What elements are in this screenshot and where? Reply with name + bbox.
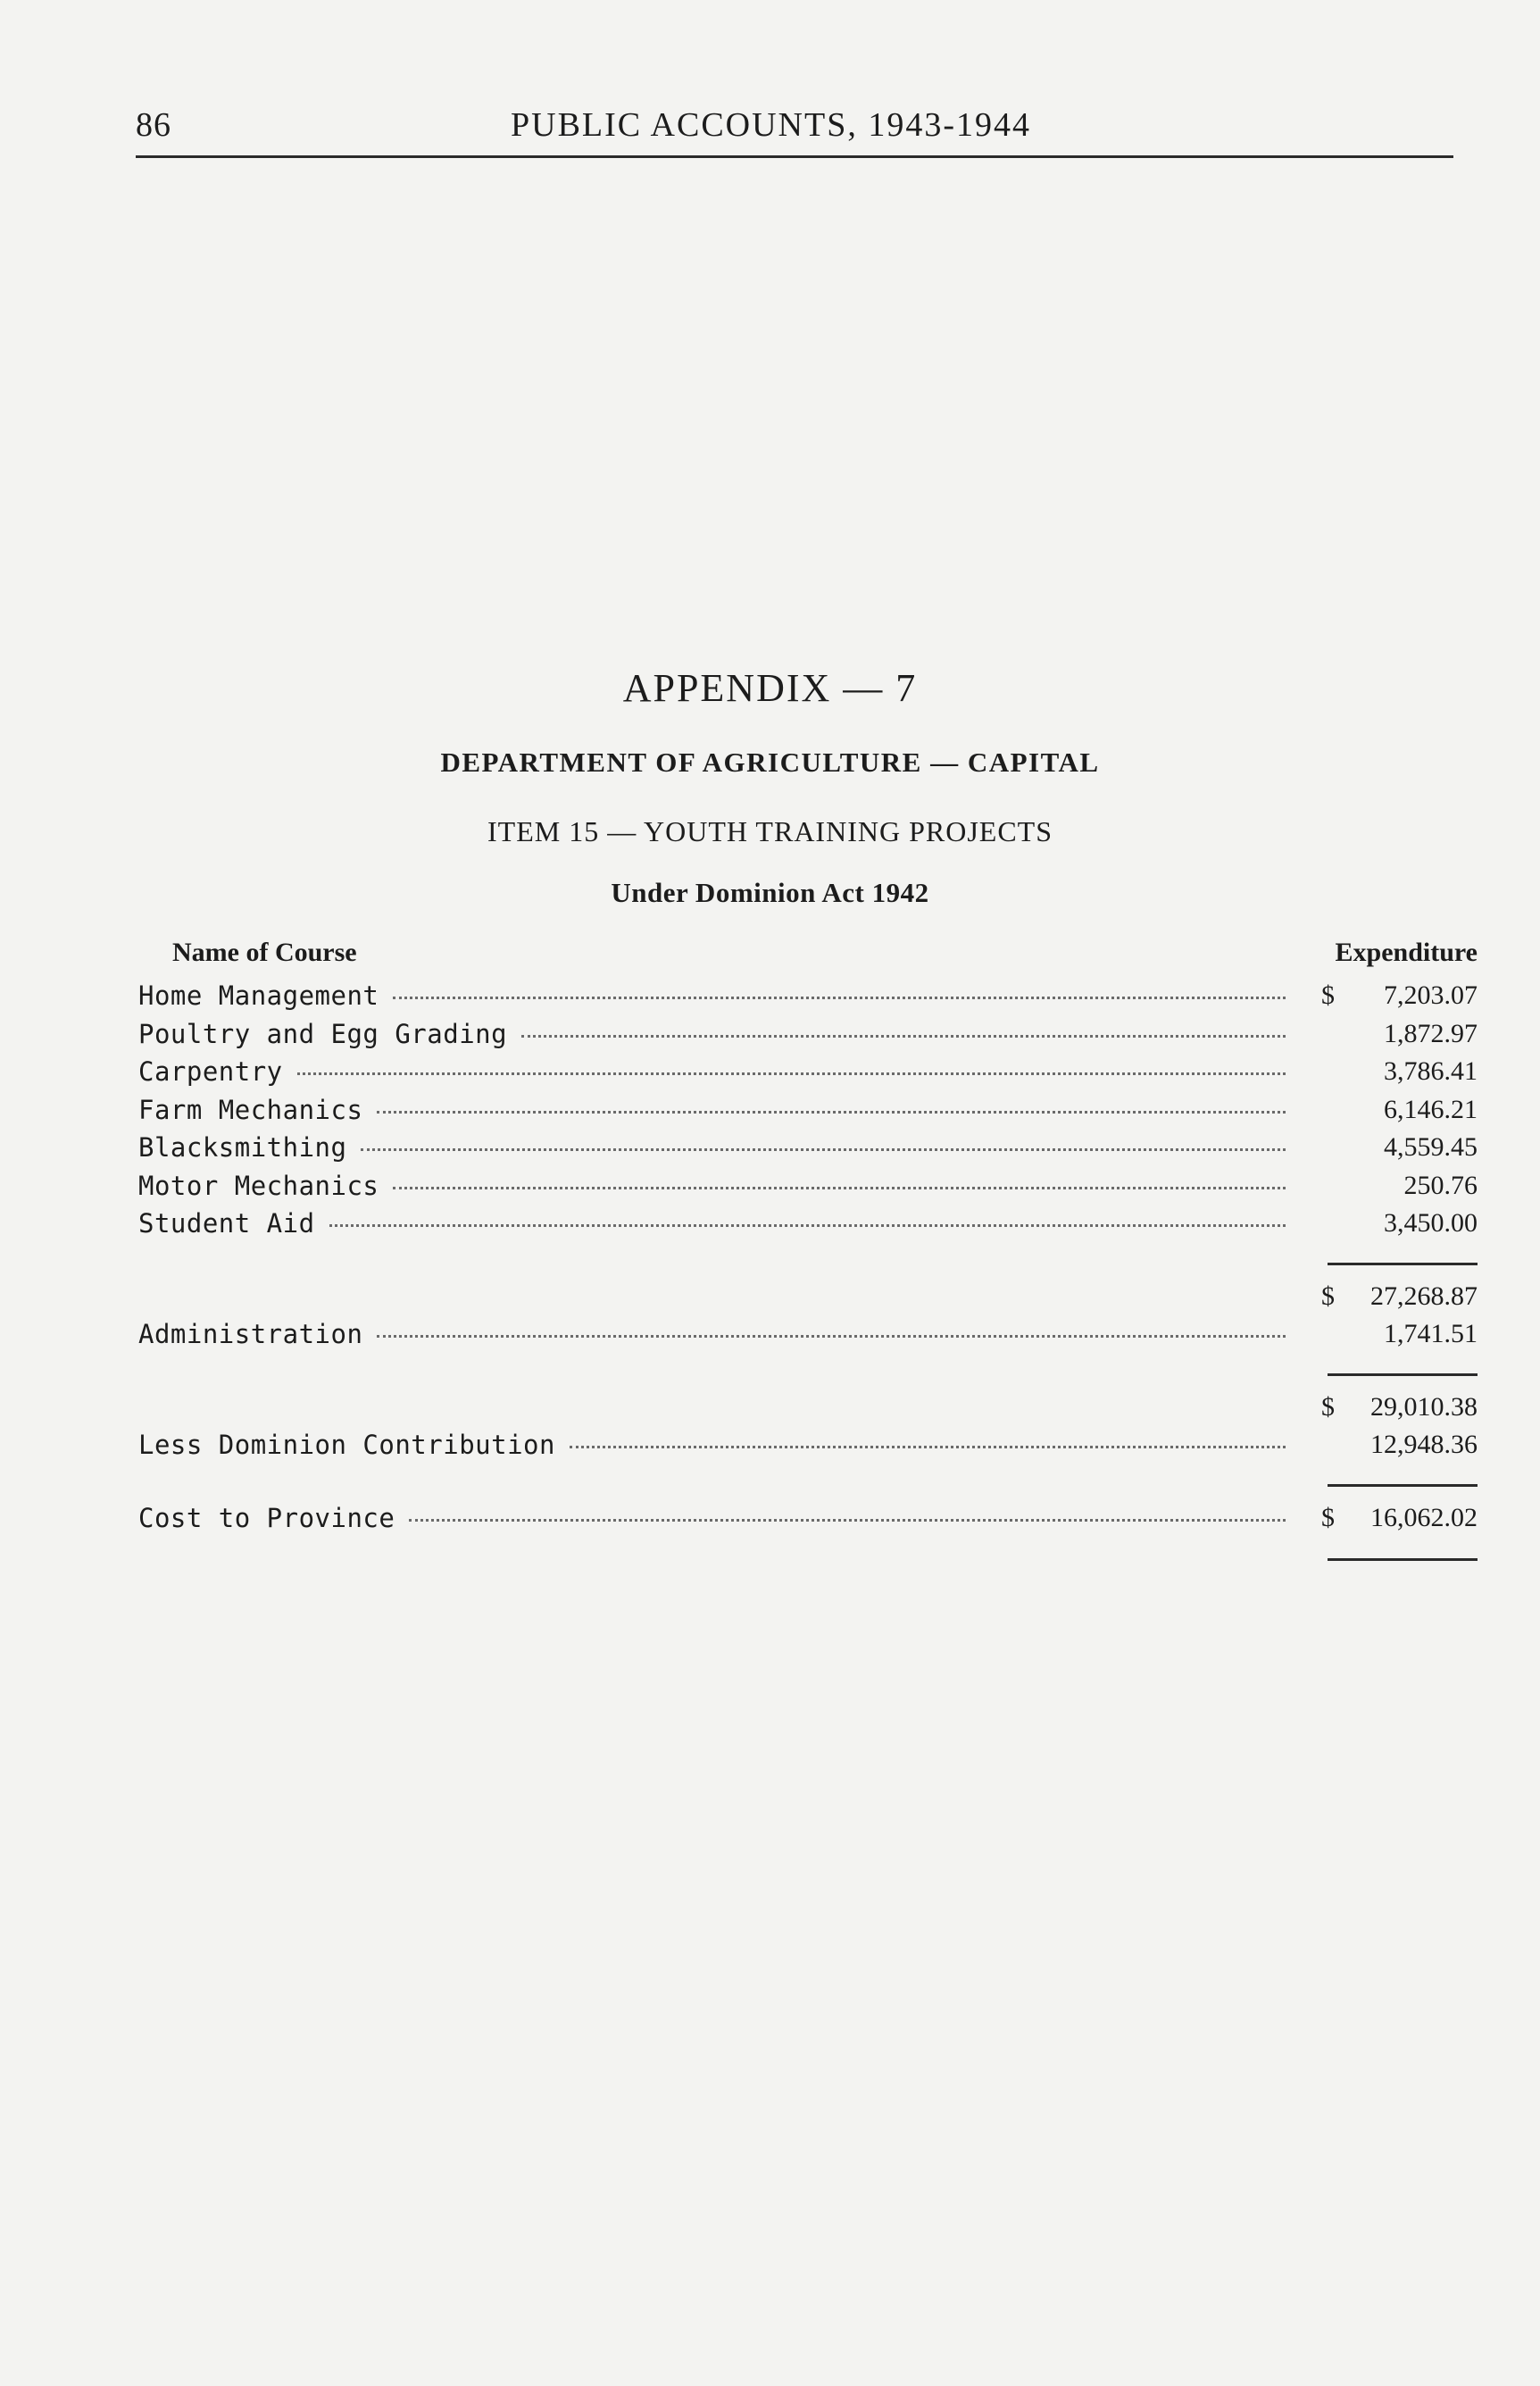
column-header-name: Name of Course [172, 938, 357, 967]
cost-to-province-row [138, 1503, 1478, 1541]
course-name: Motor Mechanics [138, 1170, 379, 1201]
department-title: DEPARTMENT OF AGRICULTURE — CAPITAL [440, 747, 1100, 778]
dollar-sign: $ [1321, 980, 1335, 1010]
course-name: Carpentry [138, 1056, 283, 1087]
cost-to-province-label: Cost to Province [138, 1502, 395, 1533]
subtotal-rule [1328, 1263, 1478, 1265]
spacer [138, 1468, 1478, 1484]
page-number: 86 [136, 106, 171, 144]
amount-value: 29,010.38 [1370, 1391, 1478, 1422]
column-header-expenditure: Expenditure [1335, 938, 1478, 967]
subtotal-rule [1328, 1373, 1478, 1376]
spacer [138, 1487, 1478, 1503]
course-name: Poultry and Egg Grading [138, 1018, 508, 1049]
table-row [138, 1095, 1478, 1133]
subtotal-row [138, 1392, 1478, 1431]
dominion-contribution-amount: 12,948.36 [1370, 1430, 1478, 1459]
amount-value: 4,559.45 [1384, 1132, 1478, 1162]
item-title: ITEM 15 — YOUTH TRAINING PROJECTS [487, 815, 1053, 847]
subtotal-amount [1321, 1392, 1478, 1422]
dot-leader [329, 1224, 1286, 1227]
amount-value: 1,872.97 [1384, 1018, 1478, 1048]
dot-leader [393, 997, 1286, 999]
table-row [138, 1132, 1478, 1171]
administration-row [138, 1319, 1478, 1357]
course-amount [1321, 1171, 1478, 1201]
amount-value: 16,062.02 [1370, 1502, 1478, 1532]
dot-leader [521, 1035, 1286, 1038]
course-amount [1321, 1019, 1478, 1049]
amount-value: 7,203.07 [1384, 980, 1478, 1010]
dominion-contribution-label: Less Dominion Contribution [138, 1430, 555, 1460]
dollar-sign: $ [1321, 1281, 1335, 1311]
table-row [138, 1208, 1478, 1247]
act-title: Under Dominion Act 1942 [611, 877, 929, 908]
table-row [138, 1171, 1478, 1209]
dot-leader [409, 1519, 1286, 1522]
spacer [138, 1357, 1478, 1373]
spacer [138, 1376, 1478, 1392]
subtotal-row [138, 1281, 1478, 1320]
dot-leader [377, 1335, 1286, 1338]
course-amount [1321, 1208, 1478, 1239]
table-row [138, 1056, 1478, 1095]
administration-amount: 1,741.51 [1384, 1319, 1478, 1348]
dot-leader [570, 1446, 1286, 1448]
course-name: Farm Mechanics [138, 1094, 363, 1125]
course-name: Home Management [138, 980, 379, 1011]
subtotal-amount [1321, 1281, 1478, 1312]
dot-leader [377, 1111, 1286, 1114]
expenditure-table [138, 938, 1478, 1561]
course-amount [1321, 980, 1478, 1011]
dollar-sign: $ [1321, 1391, 1335, 1422]
amount-value: 3,786.41 [1384, 1056, 1478, 1086]
dollar-sign: $ [1321, 1502, 1335, 1532]
course-amount [1321, 1132, 1478, 1163]
table-header [138, 938, 1478, 980]
course-amount [1321, 1056, 1478, 1087]
spacer [138, 1540, 1478, 1558]
running-header [136, 105, 1453, 158]
amount-value: 3,450.00 [1384, 1208, 1478, 1238]
spacer [138, 1247, 1478, 1263]
amount-value: 250.76 [1403, 1170, 1478, 1200]
amount-value: 6,146.21 [1384, 1094, 1478, 1124]
course-name: Student Aid [138, 1208, 315, 1239]
dot-leader [361, 1148, 1286, 1151]
table-row [138, 1019, 1478, 1057]
table-row [138, 980, 1478, 1019]
administration-label: Administration [138, 1319, 363, 1349]
cost-to-province-amount [1321, 1503, 1478, 1533]
course-name: Blacksmithing [138, 1132, 347, 1163]
amount-value: 27,268.87 [1370, 1281, 1478, 1311]
running-title: PUBLIC ACCOUNTS, 1943-1944 [511, 106, 1031, 144]
dot-leader [297, 1072, 1286, 1075]
spacer [138, 1265, 1478, 1281]
total-rule [1328, 1558, 1478, 1561]
course-amount [1321, 1095, 1478, 1125]
dot-leader [393, 1187, 1286, 1189]
subtotal-rule [1328, 1484, 1478, 1487]
dominion-contribution-row [138, 1430, 1478, 1468]
appendix-title: APPENDIX — 7 [622, 666, 918, 710]
